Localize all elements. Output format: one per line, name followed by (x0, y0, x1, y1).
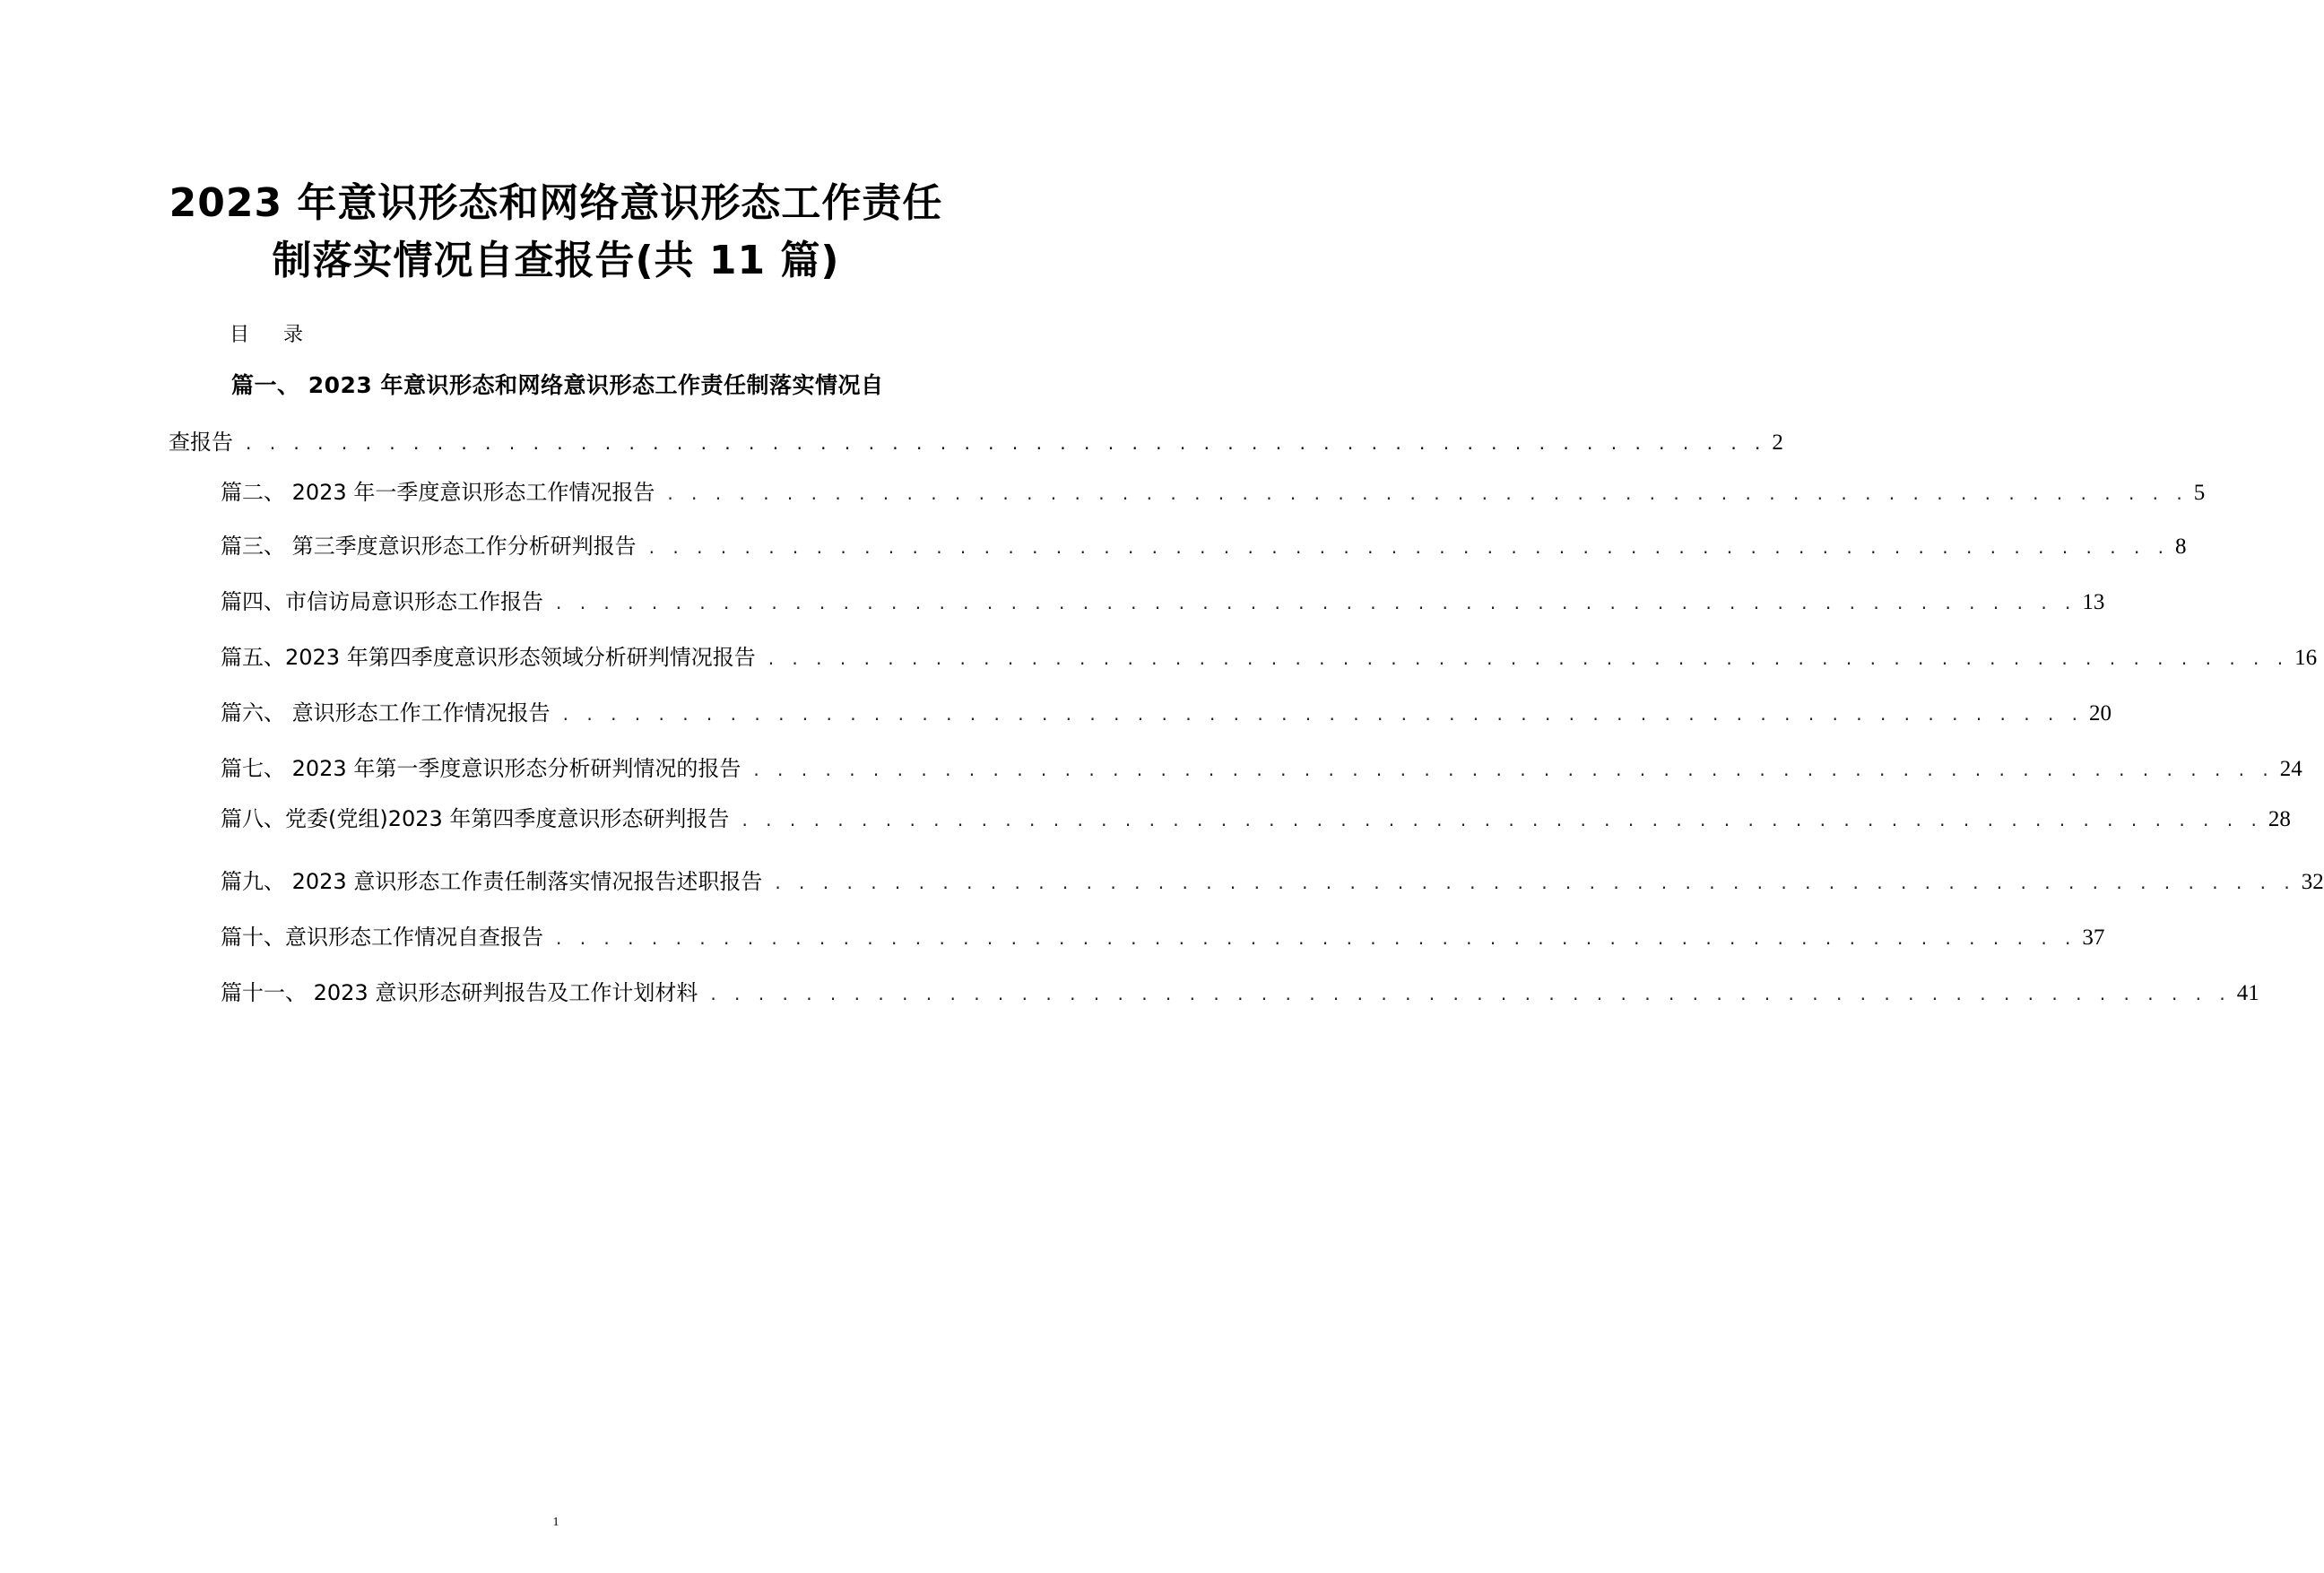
toc-entry-page: 8 (2175, 534, 2187, 559)
toc-leader-dots: . . . . . . . . . . . . . . . . . . . . . . . . . . . . . . . . . . . . . . . . . . . . . . . . . . . . . . . . . . . . . . . . (648, 536, 2171, 558)
toc-entry-label: 篇二、 2023 年一季度意识形态工作情况报告 (221, 480, 655, 505)
toc-entry-label: 篇四、市信访局意识形态工作报告 (221, 589, 543, 614)
toc-entry-5[interactable] (221, 635, 2318, 671)
toc-entry-label: 篇十一、 2023 意识形态研判报告及工作计划材料 (221, 980, 698, 1005)
toc-heading-char-2: 录 (283, 324, 306, 346)
toc-entry-3[interactable] (221, 524, 2187, 560)
toc-leader-dots: . . . . . . . . . . . . . . . . . . . . . . . . . . . . . . . . . . . . . . . . . . . . . . . . . . . . . . . . . . . . . . . . (741, 809, 2263, 830)
toc-heading (230, 319, 305, 347)
toc-entry-1-page: 2 (1772, 430, 1783, 455)
toc-entry-label: 篇三、 第三季度意识形态工作分析研判报告 (221, 534, 637, 559)
toc-entry-page: 24 (2279, 757, 2302, 781)
toc-leader-dots: . . . . . . . . . . . . . . . . . . . . . . . . . . . . . . . . . . . . . . . . . . . . . . . . . . . . . . . . . . . . . . . . (556, 592, 2077, 613)
toc-entry-6[interactable] (221, 691, 2112, 726)
toc-entry-label: 篇六、 意识形态工作工作情况报告 (221, 700, 551, 726)
toc-entry-9[interactable] (221, 859, 2324, 895)
toc-leader-dots: . . . . . . . . . . . . . . . . . . . . . . . . . . . . . . . . . . . . . . . . . . . . . . . . . . . . . . . . . . . . . . . . (710, 983, 2232, 1004)
toc-entry-2[interactable] (221, 470, 2206, 506)
toc-leader-dots: . . . . . . . . . . . . . . . . . . . . . . . . . . . . . . . . . . . . . . . . . . . . . . . . . . . . . . . . . . . . . . . . (767, 647, 2290, 669)
toc-entry-label: 篇十、意识形态工作情况自查报告 (221, 925, 543, 950)
toc-entry-label: 篇五、2023 年第四季度意识形态领域分析研判情况报告 (221, 645, 756, 670)
toc-entry-label: 篇七、 2023 年第一季度意识形态分析研判情况的报告 (221, 756, 741, 781)
toc-leader-dots: . . . . . . . . . . . . . . . . . . . . . . . . . . . . . . . . . . . . . . . . . . . . . . . . . . . . . . . . . . . . . . . . (246, 432, 1767, 454)
document-title-line-2: 制落实情况自查报告(共 11 篇) (272, 238, 840, 283)
document-title-line-1: 2023 年意识形态和网络意识形态工作责任 (169, 180, 943, 226)
toc-leader-dots: . . . . . . . . . . . . . . . . . . . . . . . . . . . . . . . . . . . . . . . . . . . . . . . . . . . . . . . . . . . . . . . . (775, 872, 2296, 893)
toc-entry-page: 5 (2193, 481, 2206, 505)
toc-leader-dots: . . . . . . . . . . . . . . . . . . . . . . . . . . . . . . . . . . . . . . . . . . . . . . . . . . . . . . . . . . . . . . . . (556, 927, 2077, 949)
toc-entry-11[interactable] (221, 970, 2259, 1006)
toc-entry-page: 20 (2089, 701, 2112, 726)
toc-entry-label: 篇九、 2023 意识形态工作责任制落实情况报告述职报告 (221, 869, 763, 894)
toc-entry-page: 28 (2268, 807, 2291, 831)
toc-entry-label: 篇八、党委(党组)2023 年第四季度意识形态研判报告 (221, 806, 730, 831)
toc-entry-8[interactable] (221, 796, 2291, 832)
toc-entry-page: 16 (2294, 646, 2318, 670)
toc-entry-1-line-2[interactable] (169, 420, 1783, 456)
toc-entry-1-line-1[interactable]: 篇一、 2023 年意识形态和网络意识形态工作责任制落实情况自 (231, 372, 884, 398)
toc-entry-1-label-cont: 查报告 (169, 430, 233, 455)
toc-entry-page: 41 (2236, 981, 2259, 1005)
page-number: 1 (552, 1516, 559, 1529)
toc-entry-7[interactable] (221, 746, 2302, 782)
toc-entry-page: 32 (2301, 870, 2324, 894)
toc-leader-dots: . . . . . . . . . . . . . . . . . . . . . . . . . . . . . . . . . . . . . . . . . . . . . . . . . . . . . . . . . . . . . . . . (667, 482, 2189, 504)
toc-entry-10[interactable] (221, 915, 2105, 951)
toc-entry-page: 13 (2082, 590, 2105, 614)
toc-entry-page: 37 (2082, 926, 2105, 950)
toc-leader-dots: . . . . . . . . . . . . . . . . . . . . . . . . . . . . . . . . . . . . . . . . . . . . . . . . . . . . . . . . . . . . . . . . (753, 759, 2275, 780)
toc-leader-dots: . . . . . . . . . . . . . . . . . . . . . . . . . . . . . . . . . . . . . . . . . . . . . . . . . . . . . . . . . . . . . . . . (562, 703, 2085, 725)
toc-heading-char-1: 目 (230, 324, 252, 346)
toc-entry-4[interactable] (221, 579, 2105, 615)
